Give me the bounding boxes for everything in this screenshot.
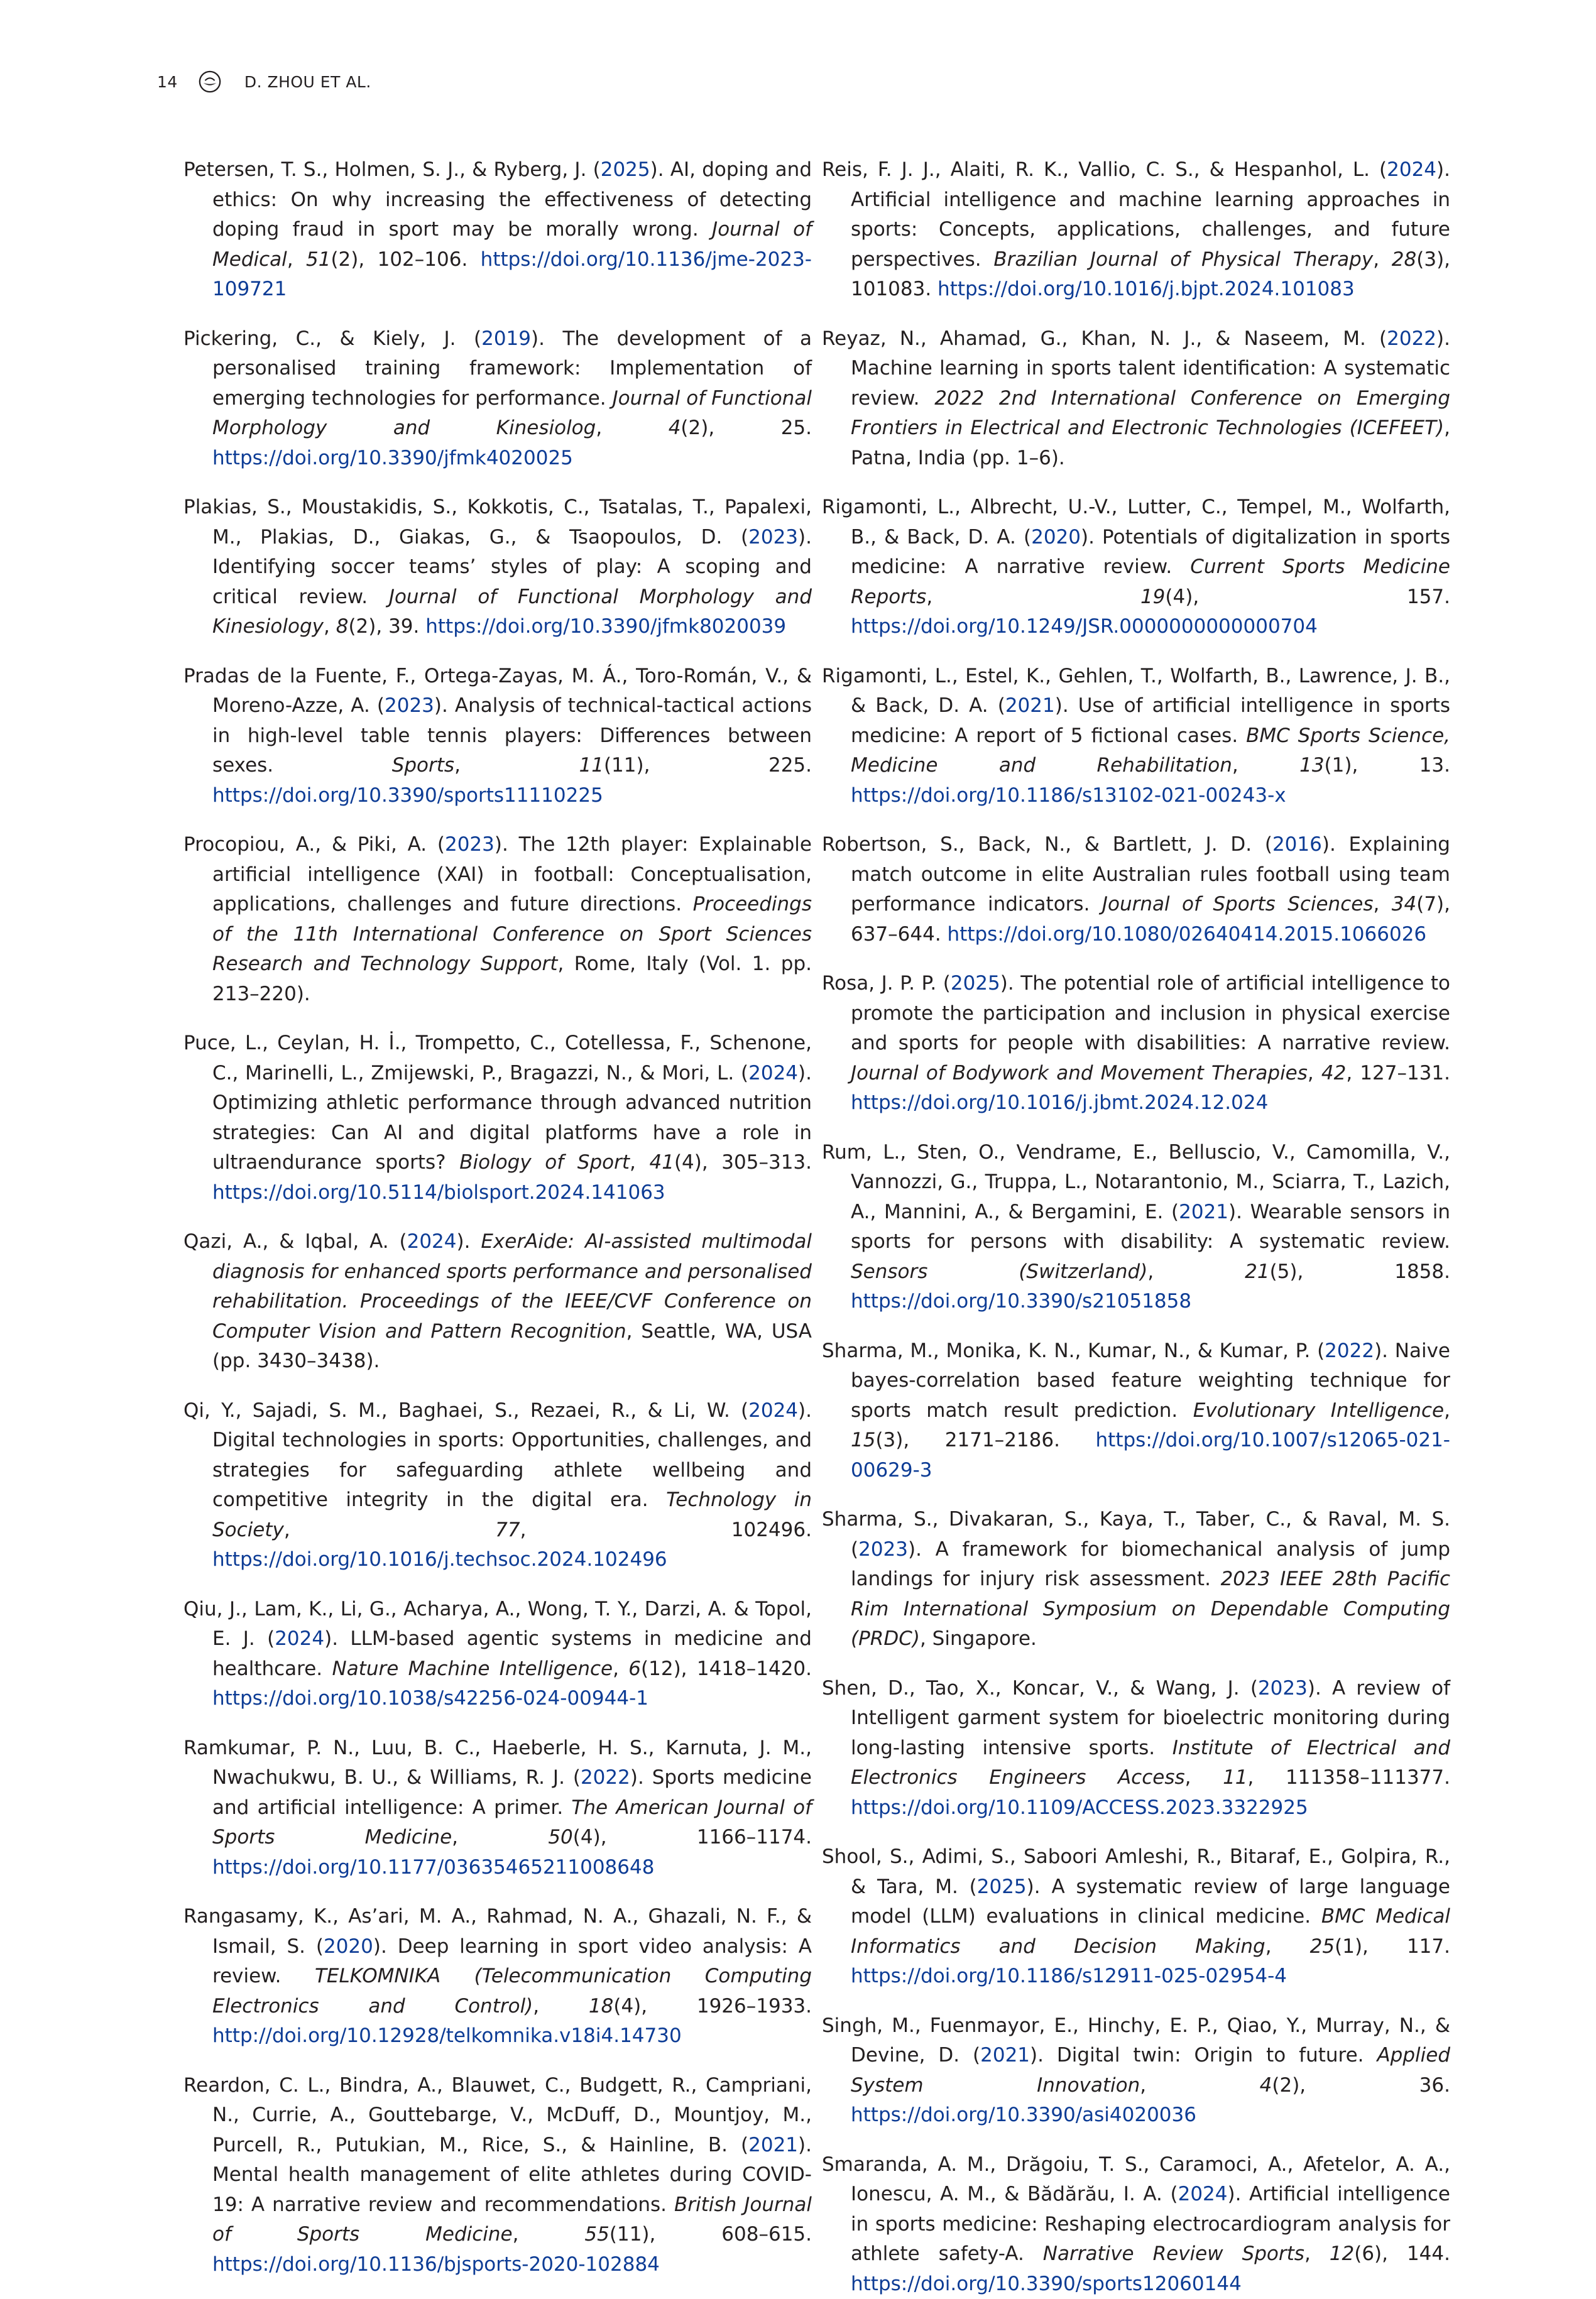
reference-year-link[interactable]: 2025 (951, 972, 1000, 995)
reference-doi-link[interactable]: https://doi.org/10.1249/JSR.0000000000000704 (851, 615, 1318, 638)
reference-source: Journal of Functional Morphology and Kinesiolog (212, 387, 812, 440)
reference-entry (212, 324, 812, 474)
reference-title: ). AI, doping and ethics: On why increasing the effectiveness of detecting doping fraud in sport may be morally wrong. (212, 158, 812, 241)
reference-year-link[interactable]: 2022 (1325, 1340, 1374, 1362)
reference-authors: Rum, L., Sten, O., Vendrame, E., Belluscio, V., Camomilla, V., Vannozzi, G., Truppa, L., Notarantonio, M., Sciarra, T., Lazich, A., Mannini, A., & Bergamini, E. ( (822, 1141, 1450, 1223)
reference-volume: 51 (306, 248, 331, 271)
reference-authors: Sharma, M., Monika, K. N., Kumar, N., & Kumar, P. ( (822, 1340, 1325, 1362)
reference-source: Journal of Medical (212, 218, 812, 271)
reference-source: Journal of Functional Morphology and Kinesiology (212, 586, 812, 638)
reference-volume: 28 (1392, 248, 1416, 271)
reference-year-link[interactable]: 2019 (481, 327, 531, 350)
reference-volume: 55 (584, 2223, 609, 2246)
reference-entry (212, 493, 812, 642)
reference-source: TELKOMNIKA (Telecommunication Computing Electronics and Control) (212, 1965, 812, 2018)
reference-title: ). (457, 1230, 481, 1253)
reference-doi-link[interactable]: https://doi.org/10.3390/sports11110225 (212, 784, 603, 807)
reference-entry (851, 155, 1450, 305)
reference-source: 2022 2nd International Conference on Emerging Frontiers in Electrical and Electronic Technologies (ICEFEET) (851, 387, 1450, 440)
reference-doi-link[interactable]: https://doi.org/10.3390/jfmk4020025 (212, 447, 573, 469)
reference-title: ). Digital twin: Origin to future. (1030, 2044, 1377, 2067)
reference-volume: 8 (336, 615, 349, 638)
reference-volume: 11 (579, 754, 603, 777)
reference-entry (851, 1674, 1450, 1823)
reference-volume: 50 (548, 1826, 572, 1848)
reference-pages: (7), 637–644. (851, 893, 1450, 946)
reference-doi-link[interactable]: https://doi.org/10.1016/j.bjpt.2024.101083 (937, 278, 1355, 300)
reference-entry (851, 662, 1450, 811)
reference-column-left (183, 136, 812, 2280)
reference-year-link[interactable]: 2020 (1031, 526, 1081, 549)
reference-doi-link[interactable]: https://doi.org/10.1186/s12911-025-02954-4 (851, 1965, 1287, 1987)
reference-title: ). Sports medicine and artificial intelligence: A primer. (212, 1766, 812, 1819)
reference-separator: , (1373, 248, 1392, 271)
reference-doi-link[interactable]: https://doi.org/10.3390/sports12060144 (851, 2273, 1242, 2295)
reference-title: ). Optimizing athletic performance through advanced nutrition strategies: Can AI and digital platforms have a role in ultraendurance sports? (212, 1062, 812, 1174)
reference-separator: , (1373, 893, 1391, 915)
reference-title: ). Digital technologies in sports: Opportunities, challenges, and strategies for safeguarding athlete wellbeing and competitive integrity in the digital era. (212, 1399, 812, 1512)
reference-year-link[interactable]: 2024 (275, 1627, 324, 1650)
reference-source: Current Sports Medicine Reports (851, 555, 1450, 608)
reference-volume: 18 (589, 1995, 613, 2018)
reference-source: Applied System Innovation (851, 2044, 1450, 2097)
reference-doi-link[interactable]: https://doi.org/10.1177/03635465211008648 (212, 1856, 654, 1879)
page-number: 14 (157, 73, 178, 91)
reference-doi-link[interactable]: https://doi.org/10.3390/asi4020036 (851, 2104, 1196, 2126)
reference-year-link[interactable]: 2024 (407, 1230, 457, 1253)
reference-year-link[interactable]: 2023 (748, 526, 798, 549)
reference-authors: Petersen, T. S., Holmen, S. J., & Ryberg, J. ( (183, 158, 601, 181)
reference-title: ). Use of artificial intelligence in sports medicine: A report of 5 fictional cases. (851, 694, 1450, 747)
reference-year-link[interactable]: 2024 (1387, 158, 1436, 181)
reference-volume: 34 (1392, 893, 1416, 915)
reference-doi-link[interactable]: https://doi.org/10.1136/jme-2023-109721 (212, 248, 812, 301)
reference-separator: , (1444, 1399, 1450, 1422)
reference-year-link[interactable]: 2023 (858, 1538, 908, 1561)
reference-volume: 6 (628, 1657, 641, 1680)
reference-year-link[interactable]: 2020 (324, 1935, 373, 1958)
reference-authors: Reyaz, N., Ahamad, G., Khan, N. J., & Naseem, M. ( (822, 327, 1387, 350)
reference-pages: (2), 39. (348, 615, 425, 638)
reference-volume: 4 (669, 417, 681, 439)
reference-doi-link[interactable]: https://doi.org/10.1136/bjsports-2020-102884 (212, 2253, 660, 2276)
reference-source: Proceedings of the 11th International Conference on Sport Sciences Research and Technology Support (212, 893, 812, 975)
reference-volume: 13 (1299, 754, 1324, 777)
reference-separator: , (533, 1995, 589, 2018)
reference-source: Sports (392, 754, 454, 777)
publisher-logo-icon (198, 70, 222, 94)
reference-entry (212, 1029, 812, 1208)
reference-entry (212, 1227, 812, 1377)
reference-entry (851, 1336, 1450, 1486)
reference-column-right (822, 136, 1450, 2299)
reference-authors: Rigamonti, L., Estel, K., Gehlen, T., Wolfarth, B., Lawrence, J. B., & Back, D. A. ( (822, 665, 1450, 718)
reference-entry (212, 2071, 812, 2280)
reference-doi-link[interactable]: https://doi.org/10.1080/02640414.2015.1066026 (948, 923, 1427, 946)
reference-pages: (4), 1166–1174. (573, 1826, 812, 1848)
reference-separator: , (1304, 2242, 1330, 2265)
reference-source: BMC Medical Informatics and Decision Making (851, 1905, 1450, 1958)
reference-year-link[interactable]: 2024 (748, 1399, 798, 1422)
reference-source: Narrative Review Sports (1043, 2242, 1304, 2265)
reference-source: The American Journal of Sports Medicine (212, 1796, 812, 1849)
reference-separator: , (1265, 1935, 1310, 1958)
reference-source: Institute of Electrical and Electronics Engineers Access (851, 1737, 1450, 1789)
reference-source: Biology of Sport (459, 1151, 630, 1174)
reference-pages: (11), 225. (604, 754, 812, 777)
reference-title: ). Machine learning in sports talent identification: A systematic review. (851, 327, 1450, 410)
reference-authors: Qi, Y., Sajadi, S. M., Baghaei, S., Rezaei, R., & Li, W. ( (183, 1399, 748, 1422)
reference-volume: 41 (649, 1151, 674, 1174)
reference-doi-link[interactable]: https://doi.org/10.1038/s42256-024-00944-1 (212, 1687, 648, 1710)
reference-year-link[interactable]: 2021 (980, 2044, 1030, 2067)
reference-authors: Robertson, S., Back, N., & Bartlett, J. D. ( (822, 833, 1272, 856)
reference-separator: , Rome, Italy (Vol. 1. pp. 213–220). (212, 953, 812, 1005)
reference-doi-link[interactable]: https://doi.org/10.5114/biolsport.2024.141063 (212, 1181, 665, 1204)
reference-title: ). Explaining match outcome in elite Australian rules football using team performance indicators. (851, 833, 1450, 915)
reference-entry (851, 1842, 1450, 1992)
reference-year-link[interactable]: 2021 (1179, 1201, 1228, 1223)
reference-authors: Rosa, J. P. P. ( (822, 972, 951, 995)
reference-pages: (11), 608–615. (609, 2223, 812, 2246)
reference-year-link[interactable]: 2023 (385, 694, 434, 717)
reference-entry (212, 1902, 812, 2051)
reference-year-link[interactable]: 2023 (1258, 1677, 1308, 1700)
reference-title: ). Mental health management of elite athletes during COVID-19: A narrative review and recommendations. (212, 2134, 812, 2216)
reference-pages: (2), 102–106. (331, 248, 480, 271)
reference-source: British Journal of Sports Medicine (212, 2193, 812, 2246)
reference-doi-link[interactable]: http://doi.org/10.12928/telkomnika.v18i4.14730 (212, 2024, 682, 2047)
reference-separator: , (452, 1826, 548, 1848)
reference-doi-link[interactable]: https://doi.org/10.1109/ACCESS.2023.3322925 (851, 1796, 1308, 1819)
reference-authors: Rigamonti, L., Albrecht, U.-V., Lutter, C., Tempel, M., Wolfarth, B., & Back, D. A. ( (822, 496, 1450, 549)
reference-source: Evolutionary Intelligence (1193, 1399, 1444, 1422)
reference-year-link[interactable]: 2022 (1387, 327, 1436, 350)
reference-year-link[interactable]: 2024 (1178, 2183, 1228, 2205)
reference-doi-link[interactable]: https://doi.org/10.1016/j.jbmt.2024.12.024 (851, 1091, 1268, 1114)
reference-authors: Plakias, S., Moustakidis, S., Kokkotis, C., Tsatalas, T., Papalexi, M., Plakias, D., Giakas, G., & Tsaopoulos, D. ( (183, 496, 812, 549)
reference-year-link[interactable]: 2024 (748, 1062, 798, 1084)
reference-separator: , (630, 1151, 649, 1174)
reference-authors: Qazi, A., & Iqbal, A. ( (183, 1230, 407, 1253)
reference-separator: , (926, 586, 1140, 608)
reference-doi-link[interactable]: https://doi.org/10.1186/s13102-021-00243-x (851, 784, 1286, 807)
reference-authors: Pradas de la Fuente, F., Ortega-Zayas, M. Á., Toro-Román, V., & Moreno-Azze, A. ( (183, 665, 812, 718)
reference-title: ). Wearable sensors in sports for persons with disability: A systematic review. (851, 1201, 1450, 1253)
reference-authors: Puce, L., Ceylan, H. İ., Trompetto, C., Cotellessa, F., Schenone, C., Marinelli, L., Zmijewski, P., Bragazzi, N., & Mori, L. ( (183, 1032, 812, 1084)
reference-title: ). Artificial intelligence and machine learning approaches in sports: Concepts, applications, challenges, and future perspectives. (851, 158, 1450, 271)
reference-title: ). A systematic review of large language model (LLM) evaluations in clinical medicine. (851, 1876, 1450, 1928)
reference-entry (212, 1595, 812, 1714)
reference-entry (212, 1396, 812, 1575)
reference-year-link[interactable]: 2025 (977, 1876, 1027, 1898)
reference-entry (212, 830, 812, 1009)
reference-source: BMC Sports Science, Medicine and Rehabilitation (851, 724, 1450, 777)
reference-title: ). Naive bayes-correlation based feature weighting technique for sports match result prediction. (851, 1340, 1450, 1422)
reference-separator: , (1140, 2074, 1259, 2097)
reference-title: ). A review of Intelligent garment system for bioelectric monitoring during long-lasting intensive sports. (851, 1677, 1450, 1759)
reference-pages: (4), 157. (1165, 586, 1450, 608)
running-header (157, 68, 371, 96)
reference-entry (851, 493, 1450, 642)
reference-source: ExerAide: AI-assisted multimodal diagnosis for enhanced sports performance and personalised rehabilitation. Proceedings of the IEEE/CVF Conference on Computer Vision and Pattern Recognition (212, 1230, 812, 1343)
reference-separator: , Singapore. (920, 1627, 1037, 1650)
reference-source: 2023 IEEE 28th Pacific Rim International Symposium on Dependable Computing (PRDC) (851, 1568, 1450, 1650)
reference-separator: , Seattle, WA, USA (pp. 3430–3438). (212, 1320, 812, 1373)
reference-authors: Shen, D., Tao, X., Koncar, V., & Wang, J. ( (822, 1677, 1258, 1700)
reference-source: Journal of Sports Sciences (1102, 893, 1374, 915)
reference-entry (851, 324, 1450, 474)
reference-volume: 25 (1310, 1935, 1335, 1958)
reference-entry (212, 662, 812, 811)
reference-title: ). The potential role of artificial intelligence to promote the participation and inclusion in physical exercise and sports for people with disabilities: A narrative review. (851, 972, 1450, 1054)
reference-volume: 77 (495, 1519, 520, 1541)
reference-volume: 19 (1140, 586, 1165, 608)
reference-doi-link[interactable]: https://doi.org/10.3390/jfmk8020039 (425, 615, 786, 638)
reference-authors: Ramkumar, P. N., Luu, B. C., Haeberle, H. S., Karnuta, J. M., Nwachukwu, B. U., & Williams, R. J. ( (183, 1737, 812, 1789)
reference-separator: , (324, 615, 336, 638)
reference-source: Nature Machine Intelligence (332, 1657, 613, 1680)
reference-separator: , (454, 754, 579, 777)
reference-title: ). Identifying soccer teams’ styles of play: A scoping and critical review. (212, 526, 812, 608)
reference-pages: (6), 144. (1354, 2242, 1450, 2265)
reference-authors: Smaranda, A. M., Drăgoiu, T. S., Caramoci, A., Afetelor, A. A., Ionescu, A. M., & Bădărău, I. A. ( (822, 2153, 1450, 2206)
reference-volume: 15 (851, 1429, 875, 1451)
reference-separator: , (284, 1519, 495, 1541)
reference-volume: 4 (1260, 2074, 1272, 2097)
reference-pages: , 102496. (520, 1519, 812, 1541)
reference-pages: (12), 1418–1420. (641, 1657, 812, 1680)
reference-volume: 42 (1321, 1062, 1346, 1084)
reference-entry (851, 1505, 1450, 1654)
reference-doi-link[interactable]: https://doi.org/10.1007/s12065-021-00629-3 (851, 1429, 1450, 1482)
reference-year-link[interactable]: 2021 (1005, 694, 1055, 717)
reference-pages: (1), 117. (1335, 1935, 1450, 1958)
reference-separator: , (1308, 1062, 1321, 1084)
reference-pages: (2), 36. (1272, 2074, 1450, 2097)
reference-pages: (5), 1858. (1270, 1260, 1450, 1283)
reference-source: Journal of Bodywork and Movement Therapies (851, 1062, 1308, 1084)
reference-authors: Shool, S., Adimi, S., Saboori Amleshi, R., Bitaraf, E., Golpira, R., & Tara, M. ( (822, 1845, 1450, 1898)
reference-title: ). The 12th player: Explainable artificial intelligence (XAI) in football: Conceptualisation, applications, challenges and future directions. (212, 833, 812, 915)
reference-doi-link[interactable]: https://doi.org/10.3390/s21051858 (851, 1290, 1191, 1313)
reference-separator: , Patna, India (pp. 1–6). (851, 417, 1450, 469)
reference-volume: 11 (1223, 1766, 1247, 1789)
reference-title: ). Artificial intelligence in sports medicine: Reshaping electrocardiogram analysis for athlete safety-A. (851, 2183, 1450, 2265)
reference-source: Sensors (Switzerland) (851, 1260, 1147, 1283)
reference-year-link[interactable]: 2021 (748, 2134, 798, 2156)
reference-volume: 21 (1245, 1260, 1269, 1283)
reference-authors: Sharma, S., Divakaran, S., Kaya, T., Taber, C., & Raval, M. S. ( (822, 1508, 1450, 1561)
reference-entry (212, 155, 812, 305)
reference-authors: Qiu, J., Lam, K., Li, G., Acharya, A., Wong, T. Y., Darzi, A. & Topol, E. J. ( (183, 1598, 812, 1651)
reference-pages: (3), 101083. (851, 248, 1450, 301)
reference-entry (851, 1138, 1450, 1317)
reference-separator: , (1232, 754, 1299, 777)
reference-pages: (4), 305–313. (674, 1151, 812, 1174)
reference-volume: 12 (1330, 2242, 1354, 2265)
reference-pages: (3), 2171–2186. (875, 1429, 1095, 1451)
reference-title: ). Deep learning in sport video analysis: A review. (212, 1935, 812, 1988)
reference-authors: Singh, M., Fuenmayor, E., Hinchy, E. P., Qiao, Y., Murray, N., & Devine, D. ( (822, 2014, 1450, 2067)
reference-year-link[interactable]: 2016 (1272, 833, 1322, 856)
reference-separator: , (1185, 1766, 1223, 1789)
reference-separator: , (596, 417, 668, 439)
reference-entry (851, 2150, 1450, 2299)
reference-authors: Procopiou, A., & Piki, A. ( (183, 833, 445, 856)
reference-doi-link[interactable]: https://doi.org/10.1016/j.techsoc.2024.102496 (212, 1548, 667, 1571)
reference-title: ). Analysis of technical-tactical actions in high-level table tennis players: Differences between sexes. (212, 694, 812, 777)
reference-authors: Pickering, C., & Kiely, J. ( (183, 327, 481, 350)
reference-source: Brazilian Journal of Physical Therapy (993, 248, 1373, 271)
reference-entry (851, 969, 1450, 1118)
reference-pages: , 111358–111377. (1248, 1766, 1450, 1789)
reference-year-link[interactable]: 2025 (601, 158, 650, 181)
reference-entry (851, 830, 1450, 949)
running-title: D. ZHOU ET AL. (244, 73, 371, 91)
reference-entry (212, 1734, 812, 1883)
reference-pages: , 127–131. (1346, 1062, 1450, 1084)
reference-pages: (1), 13. (1325, 754, 1450, 777)
reference-year-link[interactable]: 2023 (445, 833, 495, 856)
reference-title: ). A framework for biomechanical analysis of jump landings for injury risk assessment. (851, 1538, 1450, 1591)
reference-title: ). Potentials of digitalization in sports medicine: A narrative review. (851, 526, 1450, 579)
reference-authors: Reardon, C. L., Bindra, A., Blauwet, C., Budgett, R., Campriani, N., Currie, A., Gouttebarge, V., McDuff, D., Mountjoy, M., Purcell, R., Putukian, M., Rice, S., & Hainline, B. ( (183, 2074, 812, 2156)
reference-pages: (4), 1926–1933. (613, 1995, 812, 2018)
reference-authors: Rangasamy, K., As’ari, M. A., Rahmad, N. A., Ghazali, N. F., & Ismail, S. ( (183, 1905, 812, 1958)
reference-source: Technology in Society (212, 1488, 812, 1541)
reference-separator: , (1147, 1260, 1245, 1283)
reference-separator: , (613, 1657, 628, 1680)
reference-year-link[interactable]: 2022 (581, 1766, 630, 1789)
reference-separator: , (287, 248, 306, 271)
reference-title: ). The development of a personalised training framework: Implementation of emerging technologies for performance. (212, 327, 812, 410)
reference-separator: , (513, 2223, 585, 2246)
reference-entry (851, 2011, 1450, 2131)
reference-pages: (2), 25. (680, 417, 812, 439)
reference-title: ). LLM-based agentic systems in medicine and healthcare. (212, 1627, 812, 1680)
reference-authors: Reis, F. J. J., Alaiti, R. K., Vallio, C. S., & Hespanhol, L. ( (822, 158, 1387, 181)
